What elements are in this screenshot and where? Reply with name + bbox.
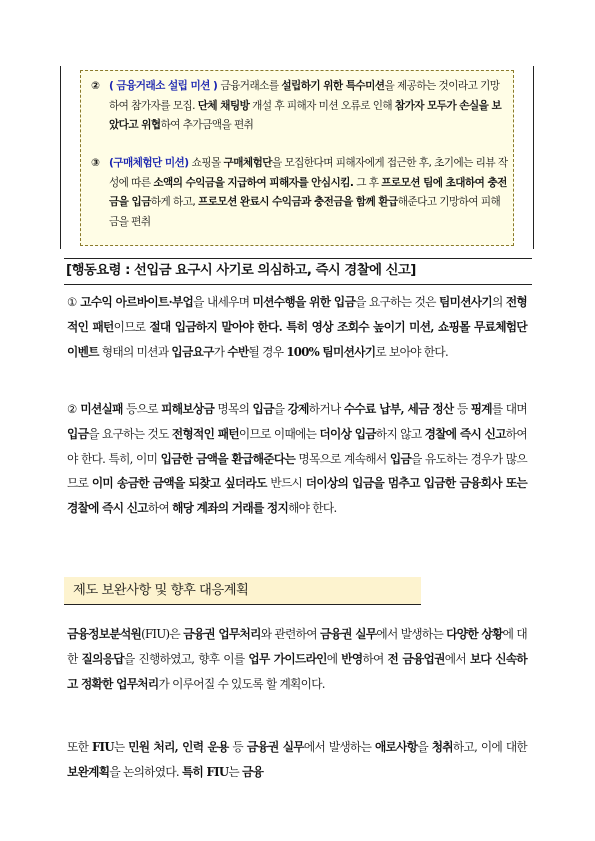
frame-left-border <box>60 66 61 249</box>
text-run: 을 요구하는 것도 <box>88 426 172 441</box>
text-run: 하여 <box>362 651 388 666</box>
case-tag: ( 금융거래소 설립 미션 ) <box>109 80 221 92</box>
text-run: 에 대한 <box>67 627 527 666</box>
text-run: 하고, 이에 대한 <box>452 740 528 754</box>
emphasis-text: 입금 <box>252 402 274 416</box>
emphasis-text: 반영 <box>341 651 363 666</box>
text-run: 해야 한다. <box>288 501 337 516</box>
case-tag: (구매체험단 미션) <box>109 157 192 169</box>
case-text <box>91 154 509 232</box>
text-run: 을 유도하는 경우가 많으므로 <box>67 451 527 491</box>
emphasis-text: 다양한 상황 <box>446 627 503 641</box>
emphasis-text: 전형적인 패턴 <box>171 426 239 441</box>
emphasis-text: 전형적인 패턴 <box>67 295 527 334</box>
text-run: 해준다고 기망하여 피해금을 편취 <box>109 196 501 228</box>
emphasis-text: 피해보상금 <box>161 402 215 416</box>
emphasis-text: 이미 송금한 금액을 되찾고 싶더라도 <box>91 476 267 491</box>
emphasis-text: 고수익 아르바이트·부업 <box>80 295 194 309</box>
emphasis-text: 보다 신속하고 정확한 업무처리 <box>67 651 528 691</box>
scam-case-box <box>80 70 514 246</box>
text-run: 가 <box>213 344 228 359</box>
scam-case-item <box>91 154 509 232</box>
action-guide-heading: [행동요령 : 선입금 요구시 사기로 의심하고, 즉시 경찰에 신고] <box>64 258 532 285</box>
emphasis-text: FIU <box>91 740 114 754</box>
text-run: 하게 하고, <box>150 196 199 209</box>
emphasis-text: 입금 <box>389 451 412 466</box>
case-marker: ③ <box>91 157 100 169</box>
emphasis-text: 설립하기 위한 특수미션 <box>281 80 385 92</box>
text-run: 을 요구하는 것은 <box>355 295 440 309</box>
text-run: 등 <box>228 740 247 754</box>
text-run: 로 보아야 한다. <box>375 344 448 359</box>
text-run: 명목의 <box>214 402 253 416</box>
text-run: 이므로 <box>113 319 150 334</box>
text-run: 금융거래소를 <box>220 80 282 92</box>
case-marker: ② <box>91 80 100 92</box>
emphasis-text: 참가자 모두가 손실을 보았다고 위협 <box>109 99 502 132</box>
emphasis-text: 경찰에 즉시 신고 <box>424 426 506 441</box>
action-guide-paragraph <box>67 397 527 521</box>
emphasis-text: 100% 팀미션사기 <box>286 344 376 359</box>
emphasis-text: 단체 채팅방 <box>197 99 250 112</box>
emphasis-text: 팀미션사기 <box>439 295 492 309</box>
text-run: 을 내세우며 <box>193 295 253 309</box>
text-run: 하여야 한다. 특히, 이미 <box>67 426 527 466</box>
text-run: 명목으로 계속해서 <box>295 451 390 466</box>
text-run: 에서 <box>444 651 470 666</box>
emphasis-text: 금융 <box>242 764 264 779</box>
action-guide-paragraph <box>67 290 527 364</box>
text-run: 을 모집한다며 피해자에게 접근한 후, 초기에는 리뷰 작성에 따른 <box>109 157 508 189</box>
emphasis-text: 보완계획 <box>67 764 110 779</box>
text-run: 반드시 <box>266 476 306 491</box>
emphasis-text: 구매체험단 <box>223 157 272 169</box>
text-run: ① <box>67 295 81 309</box>
text-run: 가 이루어질 수 있도록 할 계획이다. <box>158 676 325 691</box>
text-run: 을 논의하였다. <box>109 764 182 779</box>
text-run: 하거나 <box>308 402 344 416</box>
text-run: 될 경우 <box>248 344 287 359</box>
text-run: 형태의 미션과 <box>98 344 172 359</box>
emphasis-text: 민원 처리, 인력 운용 <box>128 740 229 754</box>
emphasis-text: 더이상의 입금을 멈추고 입금한 금융회사 또는 경찰에 즉시 신고 <box>67 476 528 516</box>
fiu-plan-paragraph <box>67 735 527 785</box>
scam-case-item <box>91 77 509 136</box>
emphasis-text: 입금한 금액을 환급해준다는 <box>160 451 296 466</box>
emphasis-text: 금융권 업무처리 <box>183 627 261 641</box>
text-run: 그 후 <box>353 176 382 189</box>
text-run: 을 <box>417 740 432 754</box>
text-run: 등 <box>453 402 471 416</box>
emphasis-text: 강제 <box>287 402 309 416</box>
emphasis-text: 전 금융업권 <box>387 651 445 666</box>
fiu-plan-paragraph <box>67 622 527 696</box>
text-run: 와 관련하여 <box>260 627 320 641</box>
section-heading: 제도 보완사항 및 향후 대응계획 <box>64 577 421 605</box>
emphasis-text: 핑계 <box>470 402 492 416</box>
case-text <box>91 77 509 136</box>
text-run: 또한 <box>67 740 92 754</box>
emphasis-text: 절대 입금하지 말아야 한다. 특히 영상 조회수 높이기 미션, 쇼핑몰 무료체험단 이벤트 <box>67 319 527 359</box>
emphasis-text: 특히 FIU <box>181 764 229 779</box>
emphasis-text: 입금 <box>67 426 89 441</box>
emphasis-text: 미션수행을 위한 입금 <box>252 295 356 309</box>
emphasis-text: 금융정보분석원 <box>67 627 142 641</box>
text-run: 에 <box>326 651 342 666</box>
text-run: 하여 <box>147 501 173 516</box>
text-run: 하지 않고 <box>375 426 425 441</box>
emphasis-text: 미션실패 <box>80 402 123 416</box>
emphasis-text: 애로사항 <box>374 740 418 754</box>
text-run: 등으로 <box>122 402 162 416</box>
text-run: 의 <box>491 295 506 309</box>
text-run: (FIU)은 <box>141 627 184 641</box>
emphasis-text: 프로모션 팀에 초대하여 충전금을 입금 <box>109 176 507 209</box>
text-run: 를 대며 <box>491 402 527 416</box>
text-run: 는 <box>228 764 242 779</box>
text-run: 을 제공하는 것이라고 기망하여 참가자를 모집. <box>109 80 500 112</box>
text-run: 쇼핑몰 <box>191 157 224 169</box>
emphasis-text: 업무 가이드라인 <box>248 651 327 666</box>
emphasis-text: 프로모션 완료시 수익금과 충전금을 함께 환급 <box>198 196 398 209</box>
text-run: 이므로 이때에는 <box>238 426 320 441</box>
text-run: 하여 추가금액을 편취 <box>160 119 254 132</box>
frame-right-border <box>533 66 534 249</box>
emphasis-text: 더이상 입금 <box>319 426 376 441</box>
emphasis-text: 금융권 실무 <box>246 740 304 754</box>
text-run: 개설 후 피해자 미션 오류로 인해 <box>249 99 395 112</box>
emphasis-text: 소액의 수익금을 지급하여 피해자를 안심시킴. <box>153 176 354 189</box>
text-run: 에서 발생하는 <box>303 740 375 754</box>
text-run: 을 <box>273 402 288 416</box>
text-run: 을 진행하였고, 향후 이를 <box>123 651 249 666</box>
emphasis-text: 금융권 실무 <box>319 627 377 641</box>
emphasis-text: 수수료 납부, 세금 정산 <box>343 402 454 416</box>
emphasis-text: 질의응답 <box>81 651 124 666</box>
emphasis-text: 청취 <box>431 740 453 754</box>
text-run: 는 <box>113 740 129 754</box>
emphasis-text: 입금요구 <box>171 344 214 359</box>
text-run: 에서 발생하는 <box>376 627 447 641</box>
text-run: ② <box>67 402 81 416</box>
emphasis-text: 수반 <box>227 344 249 359</box>
emphasis-text: 해당 계좌의 거래를 정지 <box>172 501 289 516</box>
